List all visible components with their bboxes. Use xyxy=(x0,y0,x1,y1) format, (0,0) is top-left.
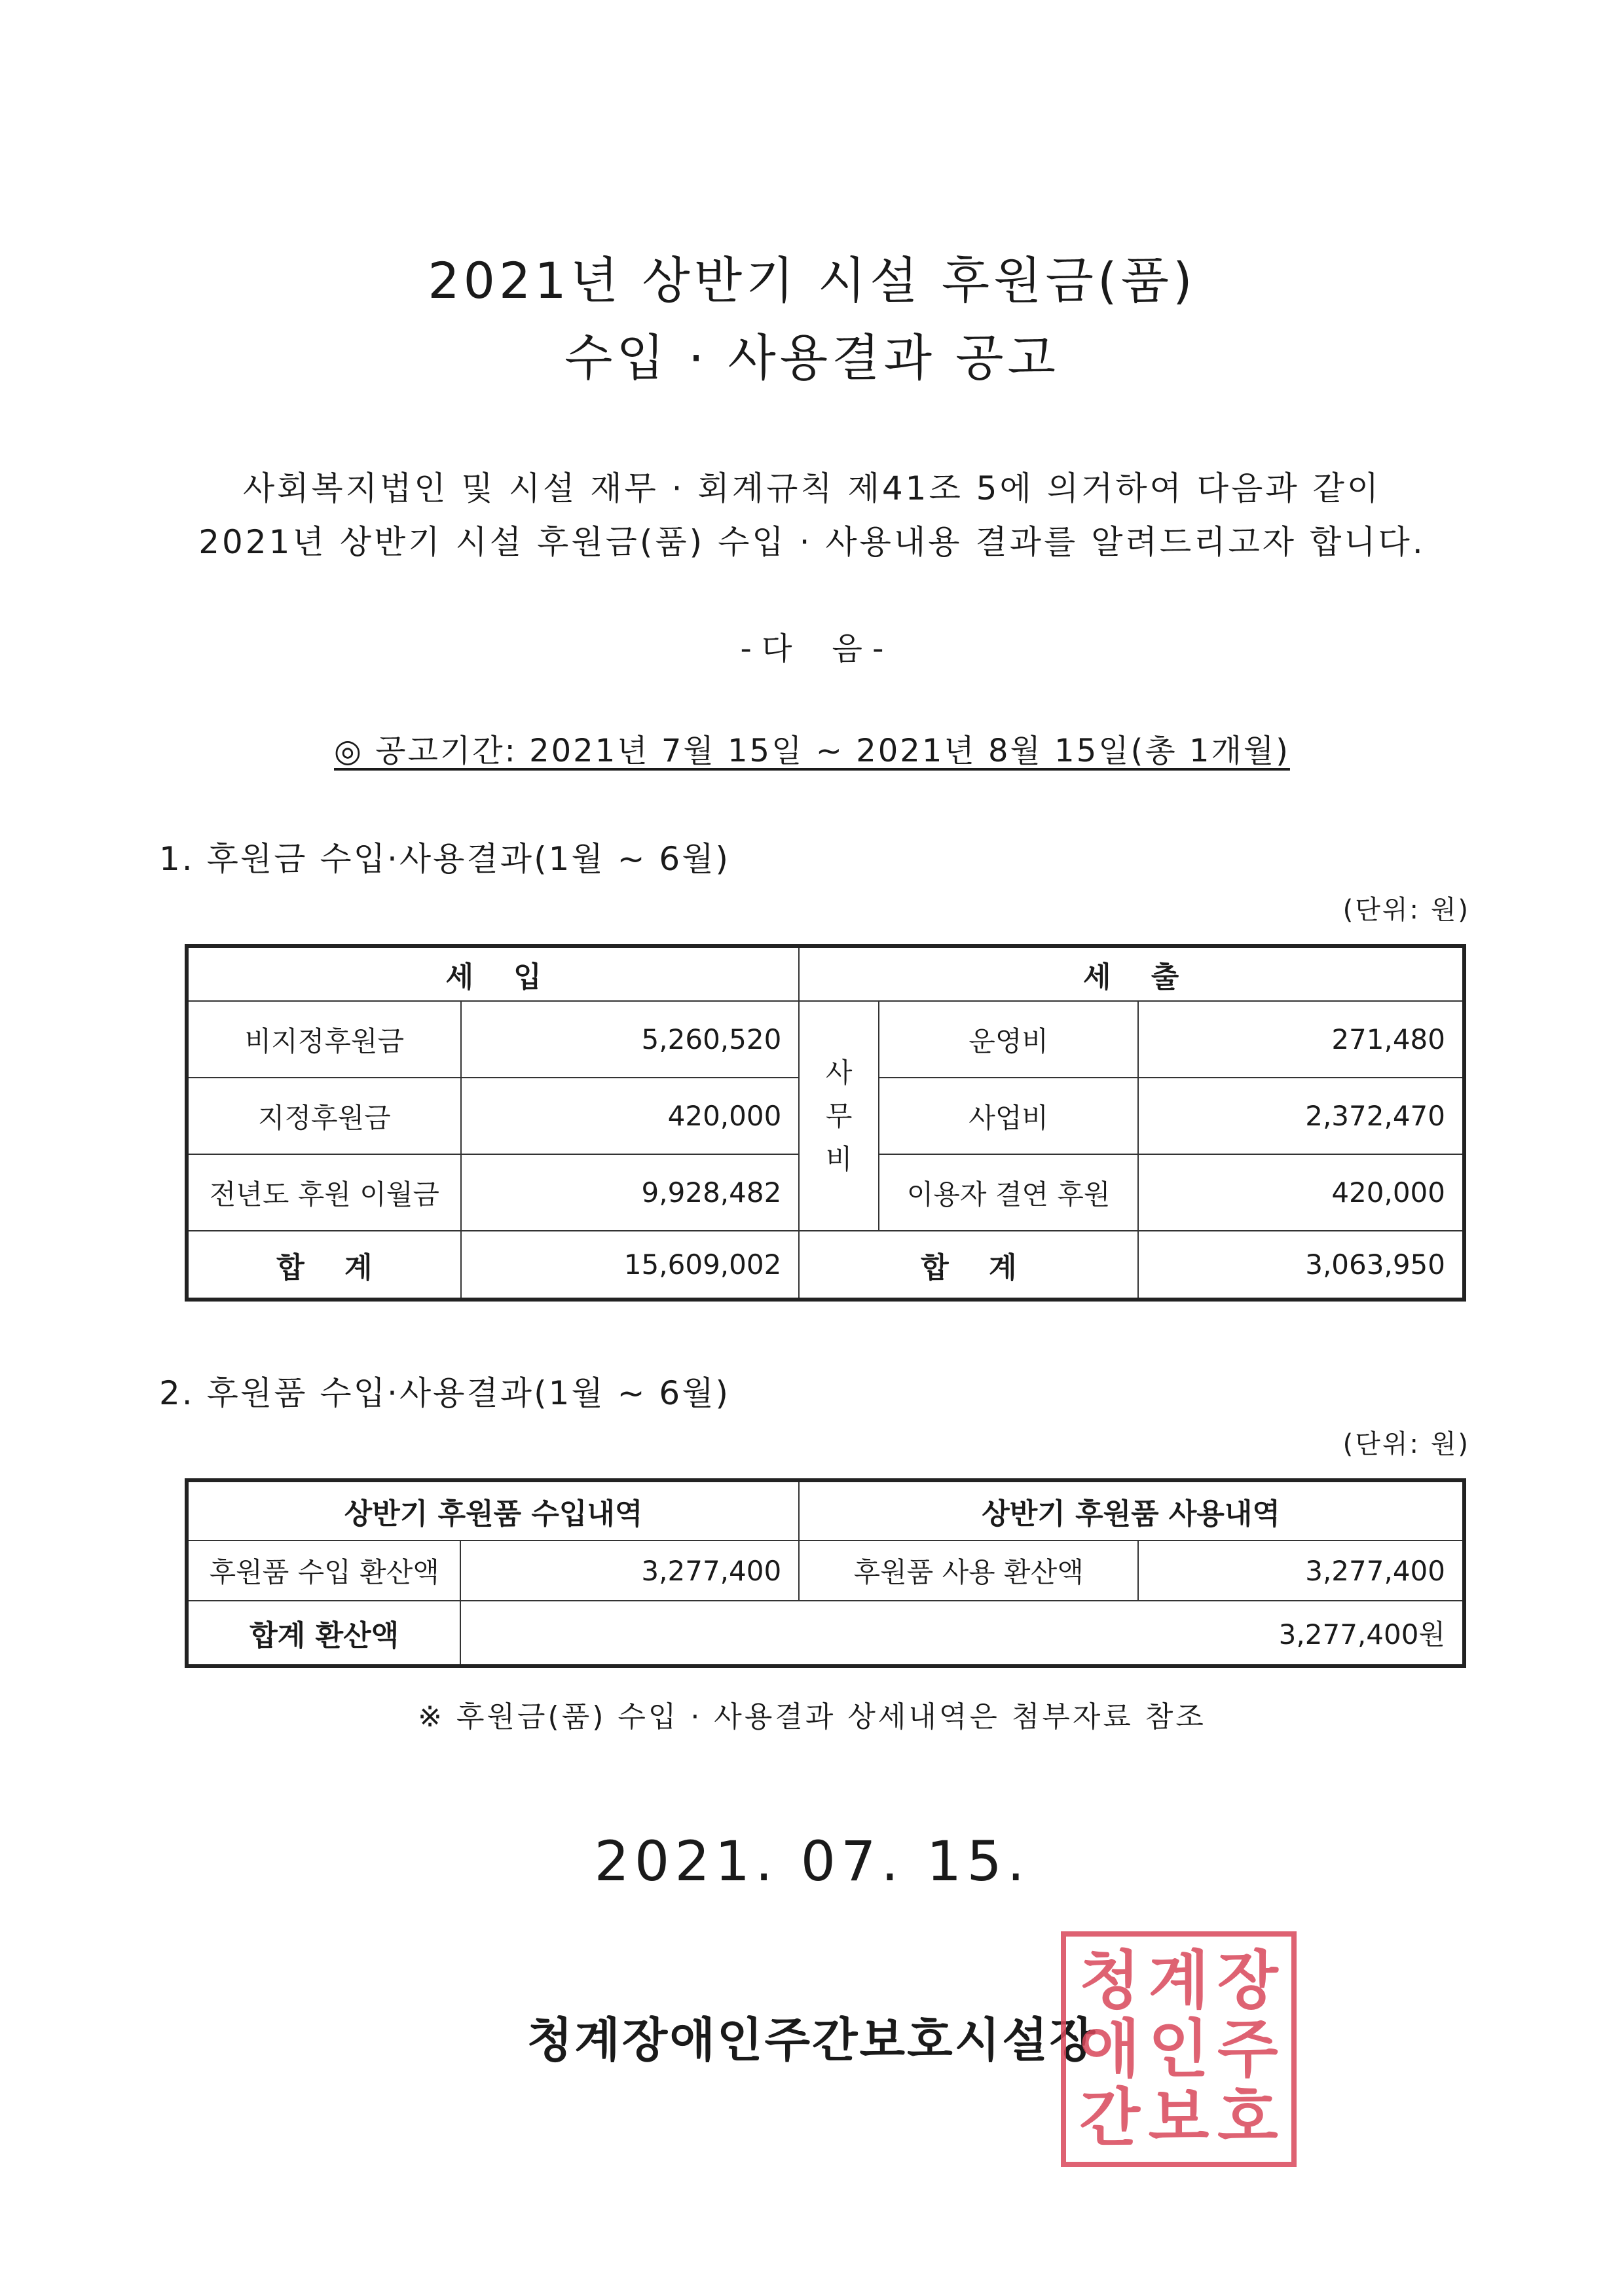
seal-char: 계 xyxy=(1148,1942,1209,2017)
seal-char: 주 xyxy=(1217,2011,1278,2086)
table-row xyxy=(187,1001,1464,1078)
side-label-char: 무 xyxy=(825,1099,853,1132)
seal-char: 인 xyxy=(1148,2011,1209,2086)
document-title-line2: 수입 · 사용결과 공고 xyxy=(564,329,1060,387)
section2-heading: 2. 후원품 수입·사용결과(1월 ~ 6월) xyxy=(159,1374,731,1412)
income-label: 전년도 후원 이월금 xyxy=(187,1154,461,1231)
notice-period: ◎ 공고기간: 2021년 7월 15일 ~ 2021년 8월 15일(총 1개월) xyxy=(334,733,1290,769)
goods-expense-value: 3,277,400 xyxy=(1138,1540,1464,1601)
seal-char: 장 xyxy=(1217,1942,1278,2017)
expense-value: 271,480 xyxy=(1138,1001,1464,1078)
income-label: 비지정후원금 xyxy=(187,1001,461,1078)
expense-value: 420,000 xyxy=(1138,1154,1464,1231)
income-value: 420,000 xyxy=(461,1078,800,1154)
donation-table xyxy=(185,944,1466,1302)
total-expense-label: 합 계 xyxy=(799,1231,1138,1300)
goods-total-label: 합계 환산액 xyxy=(187,1601,460,1666)
expense-header: 세 출 xyxy=(799,946,1464,1001)
section1-heading: 1. 후원금 수입·사용결과(1월 ~ 6월) xyxy=(159,840,731,878)
income-value: 5,260,520 xyxy=(461,1001,800,1078)
admin-cost-label xyxy=(799,1001,879,1231)
goods-table xyxy=(185,1478,1466,1668)
goods-income-value: 3,277,400 xyxy=(460,1540,799,1601)
expense-label: 운영비 xyxy=(879,1001,1138,1078)
income-value: 9,928,482 xyxy=(461,1154,800,1231)
goods-expense-header: 상반기 후원품 사용내역 xyxy=(799,1480,1464,1540)
intro-text-line1: 사회복지법인 및 시설 재무 · 회계규칙 제41조 5에 의거하여 다음과 같이 xyxy=(242,469,1382,507)
goods-total-value: 3,277,400원 xyxy=(460,1601,1464,1666)
official-seal xyxy=(1061,1931,1297,2167)
seal-char: 청 xyxy=(1079,1942,1141,2017)
table-row xyxy=(187,1540,1464,1601)
goods-income-label: 후원품 수입 환산액 xyxy=(187,1540,460,1601)
document-title-line1: 2021년 상반기 시설 후원금(품) xyxy=(428,251,1196,310)
total-row xyxy=(187,1601,1464,1666)
income-label: 지정후원금 xyxy=(187,1078,461,1154)
total-row xyxy=(187,1231,1464,1300)
income-header: 세 입 xyxy=(187,946,799,1001)
total-expense-value: 3,063,950 xyxy=(1138,1231,1464,1300)
total-income-value: 15,609,002 xyxy=(461,1231,800,1300)
seal-char: 간 xyxy=(1079,2081,1141,2155)
total-income-label: 합 계 xyxy=(187,1231,461,1300)
seal-char: 애 xyxy=(1079,2011,1141,2086)
intro-text-line2: 2021년 상반기 시설 후원금(품) 수입 · 사용내용 결과를 알려드리고자 합니다. xyxy=(198,523,1426,561)
expense-label: 사업비 xyxy=(879,1078,1138,1154)
organization-name: 청계장애인주간보호시설장 xyxy=(526,2013,1098,2068)
seal-char: 호 xyxy=(1217,2081,1278,2155)
document-date: 2021. 07. 15. xyxy=(594,1829,1030,1893)
section1-unit: (단위: 원) xyxy=(1342,895,1470,925)
section2-unit: (단위: 원) xyxy=(1342,1429,1470,1459)
seal-char: 보 xyxy=(1148,2081,1209,2155)
side-label-char: 사 xyxy=(825,1056,853,1089)
next-marker: - 다 음 - xyxy=(740,630,884,667)
goods-income-header: 상반기 후원품 수입내역 xyxy=(187,1480,799,1540)
goods-expense-label: 후원품 사용 환산액 xyxy=(799,1540,1138,1601)
expense-value: 2,372,470 xyxy=(1138,1078,1464,1154)
attachment-note: ※ 후원금(품) 수입 · 사용결과 상세내역은 첨부자료 참조 xyxy=(418,1700,1206,1734)
expense-label: 이용자 결연 후원 xyxy=(879,1154,1138,1231)
side-label-char: 비 xyxy=(825,1142,853,1175)
